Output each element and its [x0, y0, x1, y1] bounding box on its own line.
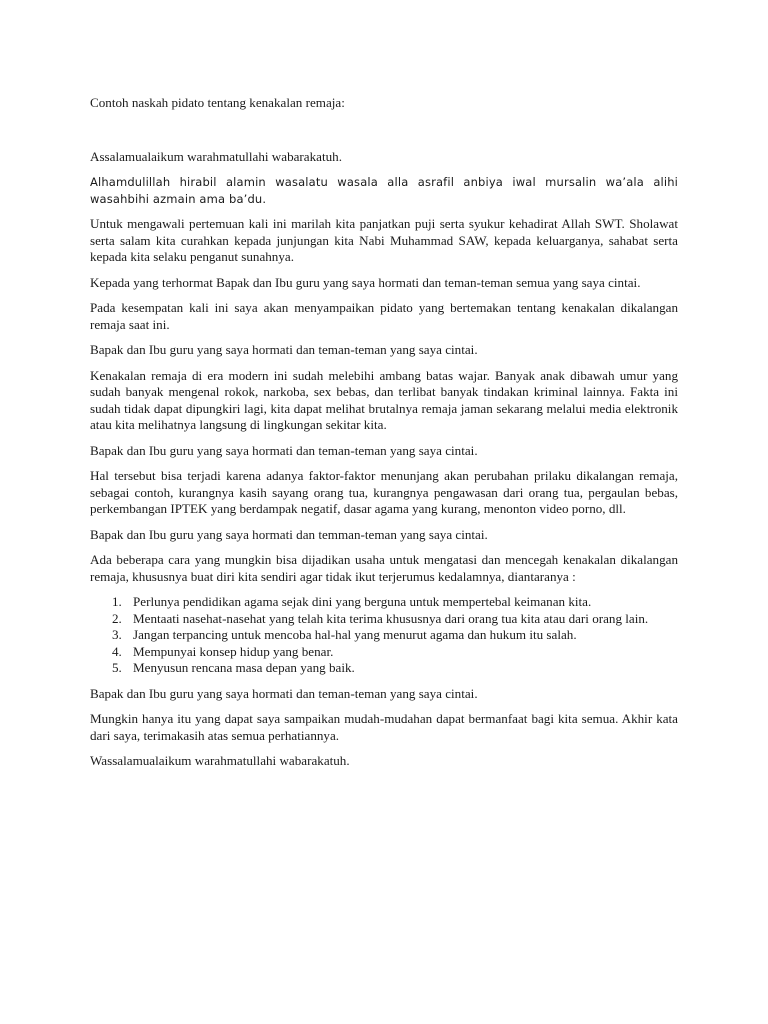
list-item-text: Mentaati nasehat-nasehat yang telah kita terima khususnya dari orang tua kita atau dari orang lain. — [133, 610, 649, 626]
solutions-list — [90, 594, 678, 677]
list-item-number: 5. — [112, 660, 122, 675]
list-item-text: Mempunyai konsep hidup yang benar. — [133, 643, 334, 659]
list-item-number: 3. — [112, 627, 122, 642]
list-item — [90, 611, 678, 628]
list-item-number: 2. — [112, 610, 122, 626]
address-paragraph-2: Bapak dan Ibu guru yang saya hormati dan teman-teman yang saya cintai. — [90, 442, 478, 458]
address-paragraph-3: Bapak dan Ibu guru yang saya hormati dan temman-teman yang saya cintai. — [90, 526, 488, 542]
closing-paragraph: Mungkin hanya itu yang dapat saya sampaikan mudah-mudahan dapat bermanfaat bagi kita semua. Akhir kata dari saya, terimakasih atas semua perhatiannya. — [90, 711, 678, 743]
opening-greeting: Assalamualaikum warahmatullahi wabarakatuh. — [90, 148, 342, 164]
list-item — [90, 660, 678, 677]
list-item-number: 4. — [112, 643, 122, 659]
list-item-text: Jangan terpancing untuk mencoba hal-hal yang menurut agama dan hukum itu salah. — [133, 627, 577, 642]
list-item — [90, 627, 678, 644]
list-item — [90, 594, 678, 611]
list-item-text: Menyusun rencana masa depan yang baik. — [133, 660, 355, 675]
document-page — [90, 95, 678, 779]
document-title: Contoh naskah pidato tentang kenakalan remaja: — [90, 95, 345, 110]
address-paragraph-1: Bapak dan Ibu guru yang saya hormati dan teman-teman yang saya cintai. — [90, 342, 478, 357]
causes-paragraph: Hal tersebut bisa terjadi karena adanya faktor-faktor menunjang akan perubahan prilaku dikalangan remaja, sebagai contoh, kurangnya kasih sayang orang tua, kurangnya pengawasan dari orang tua, pergaulan bebas, perkembangan IPTEK yang berdampak negatif, dasar agama yang kurang, menonton video porno, dll. — [90, 468, 678, 516]
respect-paragraph: Kepada yang terhormat Bapak dan Ibu guru yang saya hormati dan teman-teman semua yang saya cintai. — [90, 274, 641, 290]
list-item-number: 1. — [112, 594, 122, 609]
hamdalah-paragraph: Alhamdulillah hirabil alamin wasalatu wasala alla asrafil anbiya iwal mursalin wa’ala alihi wasahbihi azmain ama ba’du. — [90, 175, 678, 206]
problem-paragraph: Kenakalan remaja di era modern ini sudah melebihi ambang batas wajar. Banyak anak dibawah umur yang sudah banyak mengenal rokok, narkoba, sex bebas, dan terlibat banyak tindakan kriminal lainnya. Fakta ini sudah tidak dapat dipungkiri lagi, kita dapat melihat brutalnya remaja jaman sekarang melalui media elektronik atau kita melihatnya langsung di lingkungan sekitar kita. — [90, 367, 678, 432]
list-item-text: Perlunya pendidikan agama sejak dini yang berguna untuk mempertebal keimanan kita. — [133, 594, 592, 609]
theme-paragraph: Pada kesempatan kali ini saya akan menyampaikan pidato yang bertemakan tentang kenakalan dikalangan remaja saat ini. — [90, 300, 678, 332]
address-paragraph-4: Bapak dan Ibu guru yang saya hormati dan teman-teman yang saya cintai. — [90, 685, 478, 701]
intro-paragraph: Untuk mengawali pertemuan kali ini marilah kita panjatkan puji serta syukur kehadirat Allah SWT. Sholawat serta salam kita curahkan kepada junjungan kita Nabi Muhammad SAW, kepada keluarganya, sahabat serta kepada kita selaku penganut sunahnya. — [90, 216, 678, 264]
closing-greeting: Wassalamualaikum warahmatullahi wabarakatuh. — [90, 753, 350, 768]
list-item — [90, 644, 678, 661]
solutions-intro-paragraph: Ada beberapa cara yang mungkin bisa dijadikan usaha untuk mengatasi dan mencegah kenakalan dikalangan remaja, khususnya buat diri kita sendiri agar tidak ikut terjerumus kedalamnya, diantaranya : — [90, 552, 678, 584]
